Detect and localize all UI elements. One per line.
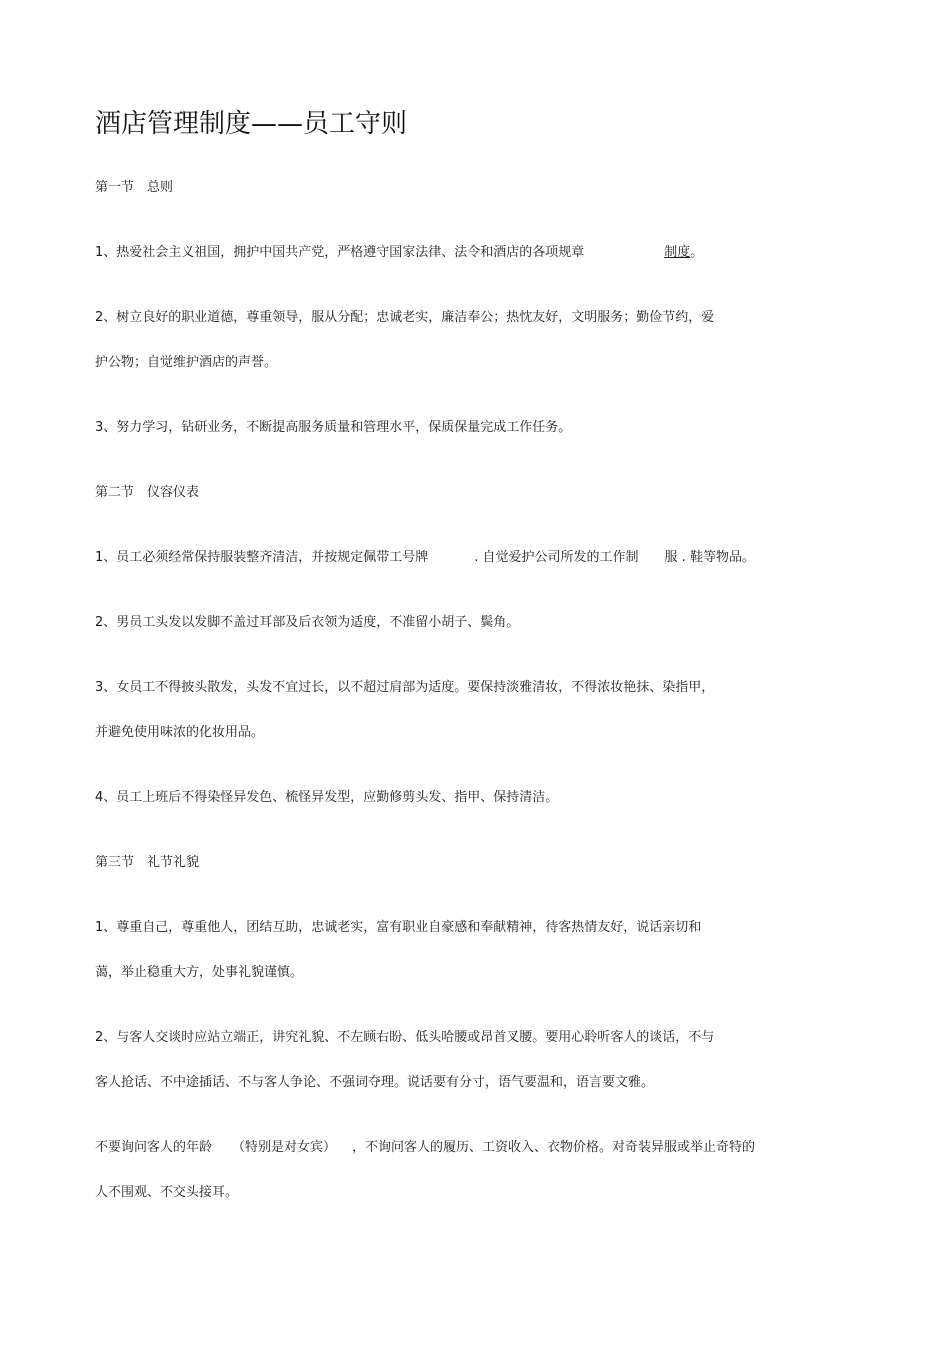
section-3-item-1-line-2: 蔼，举止稳重大方，处事礼貌谨慎。	[95, 965, 304, 980]
section-2-item-3-line-1: 3、女员工不得披头散发，头发不宜过长，以不超过肩部为适度。要保持淡雅清妆，不得浓妆艳抹、染指甲，	[95, 680, 715, 695]
section-1-item-1	[95, 243, 703, 263]
section-3-item-3-line-2: 人不围观、不交头接耳。	[95, 1185, 239, 1200]
section-2-item-3-line-2: 并避免使用味浓的化妆用品。	[95, 725, 265, 740]
section-1-heading: 第一节 总则	[95, 180, 174, 195]
section-2-item-1-text-b: . 自觉爱护公司所发的工作制	[474, 550, 639, 565]
section-1-item-1-text: 1、热爱社会主义祖国，拥护中国共产党，严格遵守国家法律、法令和酒店的各项规章	[95, 245, 585, 260]
section-3-item-2-line-1: 2、与客人交谈时应站立端正，讲究礼貌、不左顾右盼、低头哈腰或昂首叉腰。要用心聆听客人的谈话，不与	[95, 1030, 715, 1045]
section-1-item-1-end: 。	[690, 245, 704, 260]
section-1-item-2-line-1: 2、树立良好的职业道德，尊重领导，服从分配；忠诚老实，廉洁奉公；热忱友好，文明服务；勤俭节约，爱	[95, 310, 715, 325]
section-3-heading: 第三节 礼节礼貌	[95, 855, 200, 870]
document-title: 酒店管理制度——员工守则	[95, 109, 408, 139]
section-1-item-1-term: 制度	[664, 245, 691, 260]
section-3-item-2-line-2: 客人抢话、不中途插话、不与客人争论、不强词夺理。说话要有分寸，语气要温和，语言要文雅。	[95, 1075, 655, 1090]
section-3-item-1-line-1: 1、尊重自己，尊重他人，团结互助，忠诚老实，富有职业自豪感和奉献精神，待客热情友好，说话亲切和	[95, 920, 702, 935]
section-2-item-1	[95, 548, 755, 568]
section-1-item-2-line-2: 护公物；自觉维护酒店的声誉。	[95, 355, 278, 370]
section-2-item-4: 4、员工上班后不得染怪异发色、梳怪异发型，应勤修剪头发、指甲、保持清洁。	[95, 790, 559, 805]
section-3-item-3-line-1	[95, 1138, 755, 1158]
section-3-item-3-text-c: ，不询问客人的履历、工资收入、衣物价格。对奇装异服或举止奇特的	[352, 1140, 756, 1155]
section-2-item-1-text-c: 服 . 鞋等物品。	[664, 550, 755, 565]
section-3-item-3-text-b: （特别是对女宾）	[232, 1140, 337, 1155]
section-2-item-2: 2、男员工头发以发脚不盖过耳部及后衣领为适度，不准留小胡子、鬓角。	[95, 615, 520, 630]
section-3-item-3-text-a: 不要询问客人的年龄	[95, 1140, 213, 1155]
section-1-item-3: 3、努力学习，钻研业务，不断提高服务质量和管理水平，保质保量完成工作任务。	[95, 420, 572, 435]
section-2-item-1-text-a: 1、员工必须经常保持服装整齐清洁，并按规定佩带工号牌	[95, 550, 429, 565]
section-2-heading: 第二节 仪容仪表	[95, 485, 200, 500]
